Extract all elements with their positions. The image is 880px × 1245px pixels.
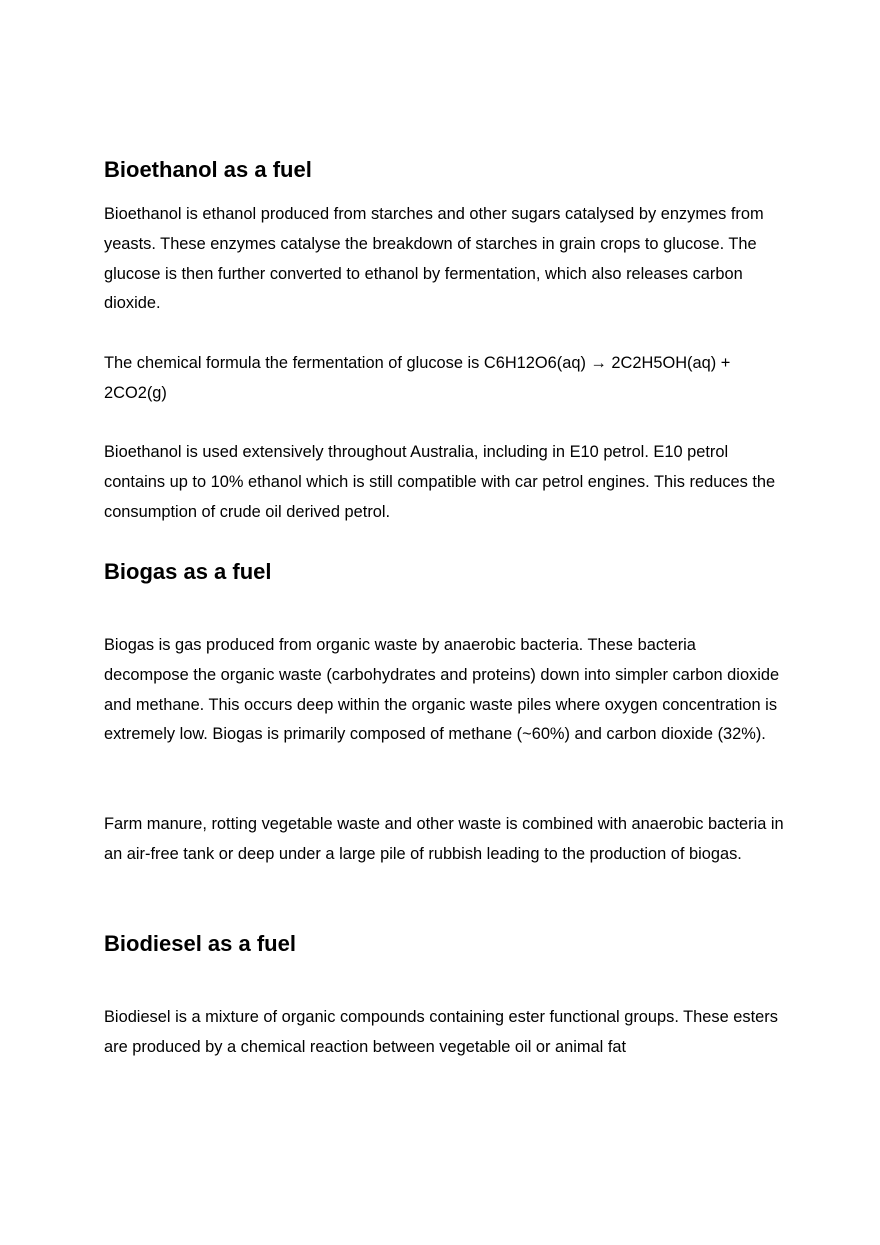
paragraph-biogas-production: Farm manure, rotting vegetable waste and other waste is combined with anaerobic bacteria in an air-free tank or deep under a large pile of rubbish leading to the production of biogas.: [104, 815, 784, 863]
paragraph-fermentation-formula: The chemical formula the fermentation of glucose is C6H12O6(aq) → 2C2H5OH(aq) + 2CO2(g): [104, 354, 731, 402]
paragraph-bioethanol-usage: Bioethanol is used extensively throughout Australia, including in E10 petrol. E10 petrol contains up to 10% ethanol which is still compatible with car petrol engines. This reduces the consumption of crude oil derived petrol.: [104, 443, 776, 521]
paragraph-bioethanol-definition: Bioethanol is ethanol produced from starches and other sugars catalysed by enzymes from yeasts. These enzymes catalyse the breakdown of starches in grain crops to glucose. The glucose is then further converted to ethanol by fermentation, which also releases carbon dioxide.: [104, 205, 764, 313]
section-heading-biogas: Biogas as a fuel: [104, 559, 272, 584]
paragraph-biodiesel-definition: Biodiesel is a mixture of organic compounds containing ester functional groups. These esters are produced by a chemical reaction between vegetable oil or animal fat: [104, 1008, 778, 1056]
section-heading-biodiesel: Biodiesel as a fuel: [104, 931, 296, 956]
paragraph-biogas-definition: Biogas is gas produced from organic waste by anaerobic bacteria. These bacteria decompose the organic waste (carbohydrates and proteins) down into simpler carbon dioxide and methane. This occurs deep within the organic waste piles where oxygen concentration is extremely low. Biogas is primarily composed of methane (~60%) and carbon dioxide (32%).: [104, 636, 780, 744]
section-heading-bioethanol: Bioethanol as a fuel: [104, 157, 312, 182]
